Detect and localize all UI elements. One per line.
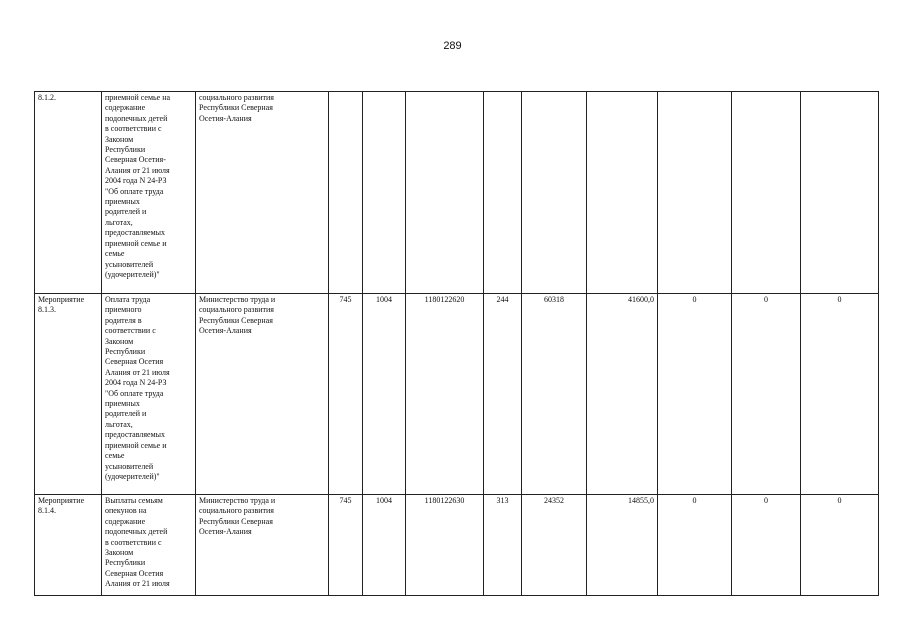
responsible-executor-cell: Министерство труда и социального развития Республики Северная Осетия-Алания xyxy=(196,294,329,495)
amount-cell-3: 0 xyxy=(658,294,732,495)
rzpr-cell: 1004 xyxy=(363,294,406,495)
grbs-cell xyxy=(329,92,363,294)
amount-cell-2: 14855,0 xyxy=(587,495,658,596)
event-code-cell: 8.1.2. xyxy=(35,92,102,294)
rzpr-cell: 1004 xyxy=(363,495,406,596)
event-code-cell: Мероприятие 8.1.3. xyxy=(35,294,102,495)
budget-table xyxy=(34,91,879,596)
amount-cell-2: 41600,0 xyxy=(587,294,658,495)
amount-cell-4 xyxy=(732,92,801,294)
amount-cell-3 xyxy=(658,92,732,294)
table-row xyxy=(35,294,879,495)
grbs-cell: 745 xyxy=(329,495,363,596)
amount-cell-4: 0 xyxy=(732,495,801,596)
page-number: 289 xyxy=(443,40,462,52)
vr-cell: 244 xyxy=(484,294,522,495)
amount-cell-1: 24352 xyxy=(522,495,587,596)
amount-cell-3: 0 xyxy=(658,495,732,596)
amount-cell-5 xyxy=(801,92,879,294)
table-row xyxy=(35,495,879,596)
responsible-executor-cell: Министерство труда и социального развития Республики Северная Осетия-Алания xyxy=(196,495,329,596)
amount-cell-1: 60318 xyxy=(522,294,587,495)
vr-cell: 313 xyxy=(484,495,522,596)
rzpr-cell xyxy=(363,92,406,294)
csr-cell xyxy=(406,92,484,294)
amount-cell-2 xyxy=(587,92,658,294)
event-description-cell: приемной семье на содержание подопечных детей в соответствии с Законом Республики Северная Осетия- Алания от 21 июля 2004 года N 24-РЗ "Об оплате труда приемных родителей и льготах, предоставляемых приемной семье и семье усыновителей (удочерителей)" xyxy=(102,92,196,294)
table-row xyxy=(35,92,879,294)
csr-cell: 1180122620 xyxy=(406,294,484,495)
csr-cell: 1180122630 xyxy=(406,495,484,596)
amount-cell-4: 0 xyxy=(732,294,801,495)
amount-cell-1 xyxy=(522,92,587,294)
amount-cell-5: 0 xyxy=(801,294,879,495)
event-code-cell: Мероприятие 8.1.4. xyxy=(35,495,102,596)
responsible-executor-cell: социального развития Республики Северная Осетия-Алания xyxy=(196,92,329,294)
amount-cell-5: 0 xyxy=(801,495,879,596)
event-description-cell: Оплата труда приемного родителя в соответствии с Законом Республики Северная Осетия Алания от 21 июля 2004 года N 24-РЗ "Об оплате труда приемных родителей и льготах, предоставляемых приемной семье и семье усыновителей (удочерителей)" xyxy=(102,294,196,495)
grbs-cell: 745 xyxy=(329,294,363,495)
event-description-cell: Выплаты семьям опекунов на содержание подопечных детей в соответствии с Законом Республики Северная Осетия Алания от 21 июля xyxy=(102,495,196,596)
vr-cell xyxy=(484,92,522,294)
